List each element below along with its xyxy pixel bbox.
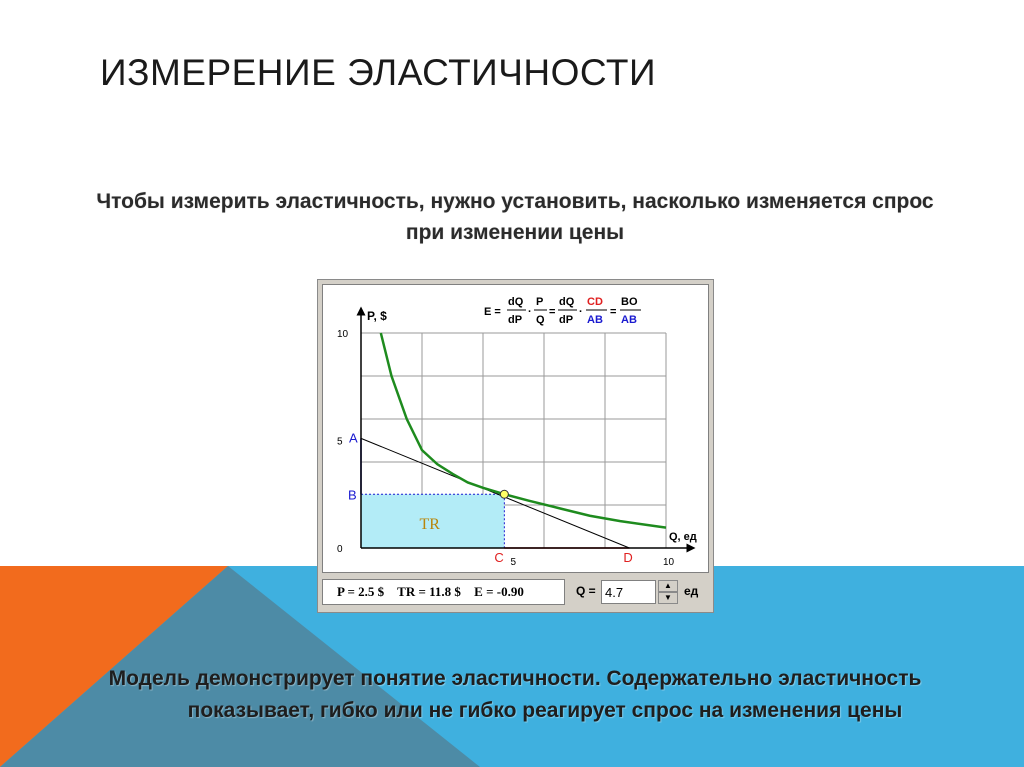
x-tick-label: 10 (663, 557, 675, 568)
equilibrium-point[interactable] (500, 490, 508, 498)
intro-line-2: при изменении цены (405, 221, 625, 244)
formula-eq-1: = (549, 306, 556, 318)
formula-t1-num: dQ (508, 296, 524, 308)
caption-text (60, 663, 970, 727)
elasticity-readout: E = -0.90 (474, 584, 524, 599)
y-tick-label: 0 (337, 544, 343, 555)
quantity-stepper[interactable] (658, 580, 678, 604)
quantity-input[interactable] (601, 580, 656, 604)
point-label-d: D (623, 550, 633, 565)
formula-t2-num: P (536, 296, 544, 308)
intro-text (40, 186, 990, 248)
formula-t4-num: CD (587, 296, 603, 308)
x-tick-label: 5 (510, 557, 517, 568)
quantity-unit-label: ед (684, 584, 699, 598)
spin-down-icon[interactable]: ▼ (658, 592, 678, 604)
x-axis-label: Q, ед (669, 531, 697, 543)
point-label-b: B (348, 487, 357, 503)
y-tick-label: 10 (337, 329, 349, 340)
price-readout: P = 2.5 $ (337, 584, 385, 599)
point-label-a: A (349, 430, 358, 446)
y-axis-label: P, $ (367, 309, 387, 323)
intro-line-1: Чтобы измерить эластичность, нужно установить, насколько изменяется спрос (96, 190, 934, 213)
formula-t3-num: dQ (559, 296, 575, 308)
caption-line-1: Модель демонстрирует понятие эластичности. Содержательно эластичность (108, 667, 922, 690)
results-readout (322, 579, 565, 605)
formula-eq-2: = (610, 306, 617, 318)
q-field-label: Q = (576, 584, 596, 598)
formula-t2-den: Q (536, 314, 545, 326)
formula-t5-den: AB (621, 314, 637, 326)
formula-dot-2: · (579, 306, 583, 318)
elasticity-formula (484, 296, 641, 326)
tr-label: TR (419, 515, 440, 533)
point-label-c: C (494, 550, 504, 565)
spin-up-icon[interactable]: ▲ (658, 580, 678, 592)
plot-frame (322, 284, 709, 573)
formula-t5-num: BO (621, 296, 638, 308)
formula-lhs: E = (484, 306, 501, 318)
elasticity-chart[interactable] (323, 285, 708, 572)
elasticity-model-widget (317, 279, 714, 613)
caption-line-2: показывает, гибко или не гибко реагирует спрос на изменения цены (187, 699, 903, 722)
y-tick-label: 5 (337, 436, 343, 448)
formula-t4-den: AB (587, 314, 603, 326)
formula-dot-1: · (528, 306, 532, 318)
tr-readout: TR = 11.8 $ (397, 584, 461, 599)
slide-title: ИЗМЕРЕНИЕ ЭЛАСТИЧНОСТИ (100, 52, 657, 93)
formula-t1-den: dP (508, 314, 523, 326)
formula-t3-den: dP (559, 314, 574, 326)
